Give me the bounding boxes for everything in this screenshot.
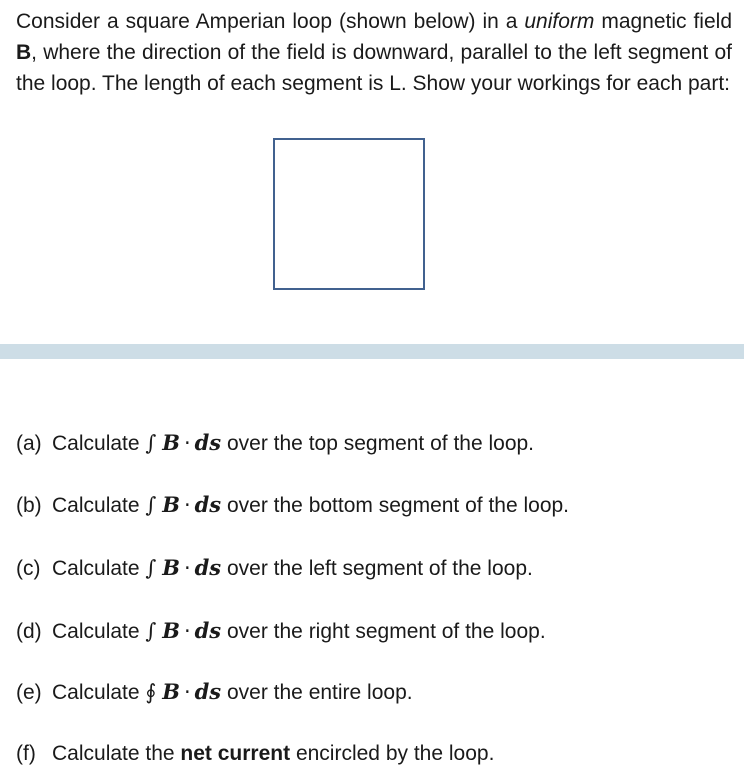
dot-operator: · [183, 431, 191, 455]
question-b [16, 491, 569, 520]
intro-text-2: magnetic field [594, 10, 732, 33]
question-prefix: Calculate [52, 620, 146, 643]
problem-intro [16, 6, 732, 99]
vector-b: B [162, 618, 180, 643]
integral-symbol: ∫ [145, 493, 157, 517]
contour-integral-symbol: ∮ [145, 680, 157, 704]
question-label: (d) [16, 620, 42, 643]
question-d [16, 617, 546, 646]
intro-text-3: , where the direction of the field is downward, parallel to the left segment of the loop. The length of each segment is L. Show your workings for each part: [16, 41, 732, 95]
question-label: (f) [16, 742, 36, 765]
question-suffix: over the top segment of the loop. [221, 432, 535, 455]
question-prefix: Calculate [52, 557, 146, 580]
section-separator-band [0, 344, 744, 359]
net-current-emphasis: net current [180, 742, 291, 765]
question-a [16, 429, 534, 458]
question-prefix: Calculate [52, 681, 146, 704]
vector-b: B [162, 430, 180, 455]
vector-ds: ds [194, 492, 222, 517]
question-f [16, 740, 494, 768]
vector-ds: ds [194, 618, 222, 643]
question-suffix: over the right segment of the loop. [221, 620, 546, 643]
integral-symbol: ∫ [145, 431, 157, 455]
question-label: (c) [16, 557, 41, 580]
question-prefix: Calculate [52, 494, 146, 517]
question-e [16, 678, 413, 707]
integral-symbol: ∫ [145, 619, 157, 643]
intro-uniform-word: uniform [524, 10, 595, 33]
dot-operator: · [183, 619, 191, 643]
intro-text-1: Consider a square Amperian loop (shown below) in a [16, 10, 525, 33]
field-symbol-b: B [16, 41, 32, 64]
question-label: (b) [16, 494, 42, 517]
vector-ds: ds [194, 555, 222, 580]
vector-b: B [162, 679, 180, 704]
vector-b: B [162, 492, 180, 517]
vector-ds: ds [194, 430, 222, 455]
vector-b: B [162, 555, 180, 580]
question-suffix: over the bottom segment of the loop. [221, 494, 570, 517]
integral-symbol: ∫ [145, 556, 157, 580]
question-suffix: encircled by the loop. [290, 742, 495, 765]
question-c [16, 554, 533, 583]
dot-operator: · [183, 493, 191, 517]
amperian-loop-square [273, 138, 425, 290]
question-prefix: Calculate [52, 432, 146, 455]
dot-operator: · [183, 680, 191, 704]
vector-ds: ds [194, 679, 222, 704]
question-label: (e) [16, 681, 42, 704]
question-suffix: over the entire loop. [221, 681, 413, 704]
question-label: (a) [16, 432, 42, 455]
dot-operator: · [183, 556, 191, 580]
question-prefix: Calculate the [52, 742, 181, 765]
question-suffix: over the left segment of the loop. [221, 557, 533, 580]
